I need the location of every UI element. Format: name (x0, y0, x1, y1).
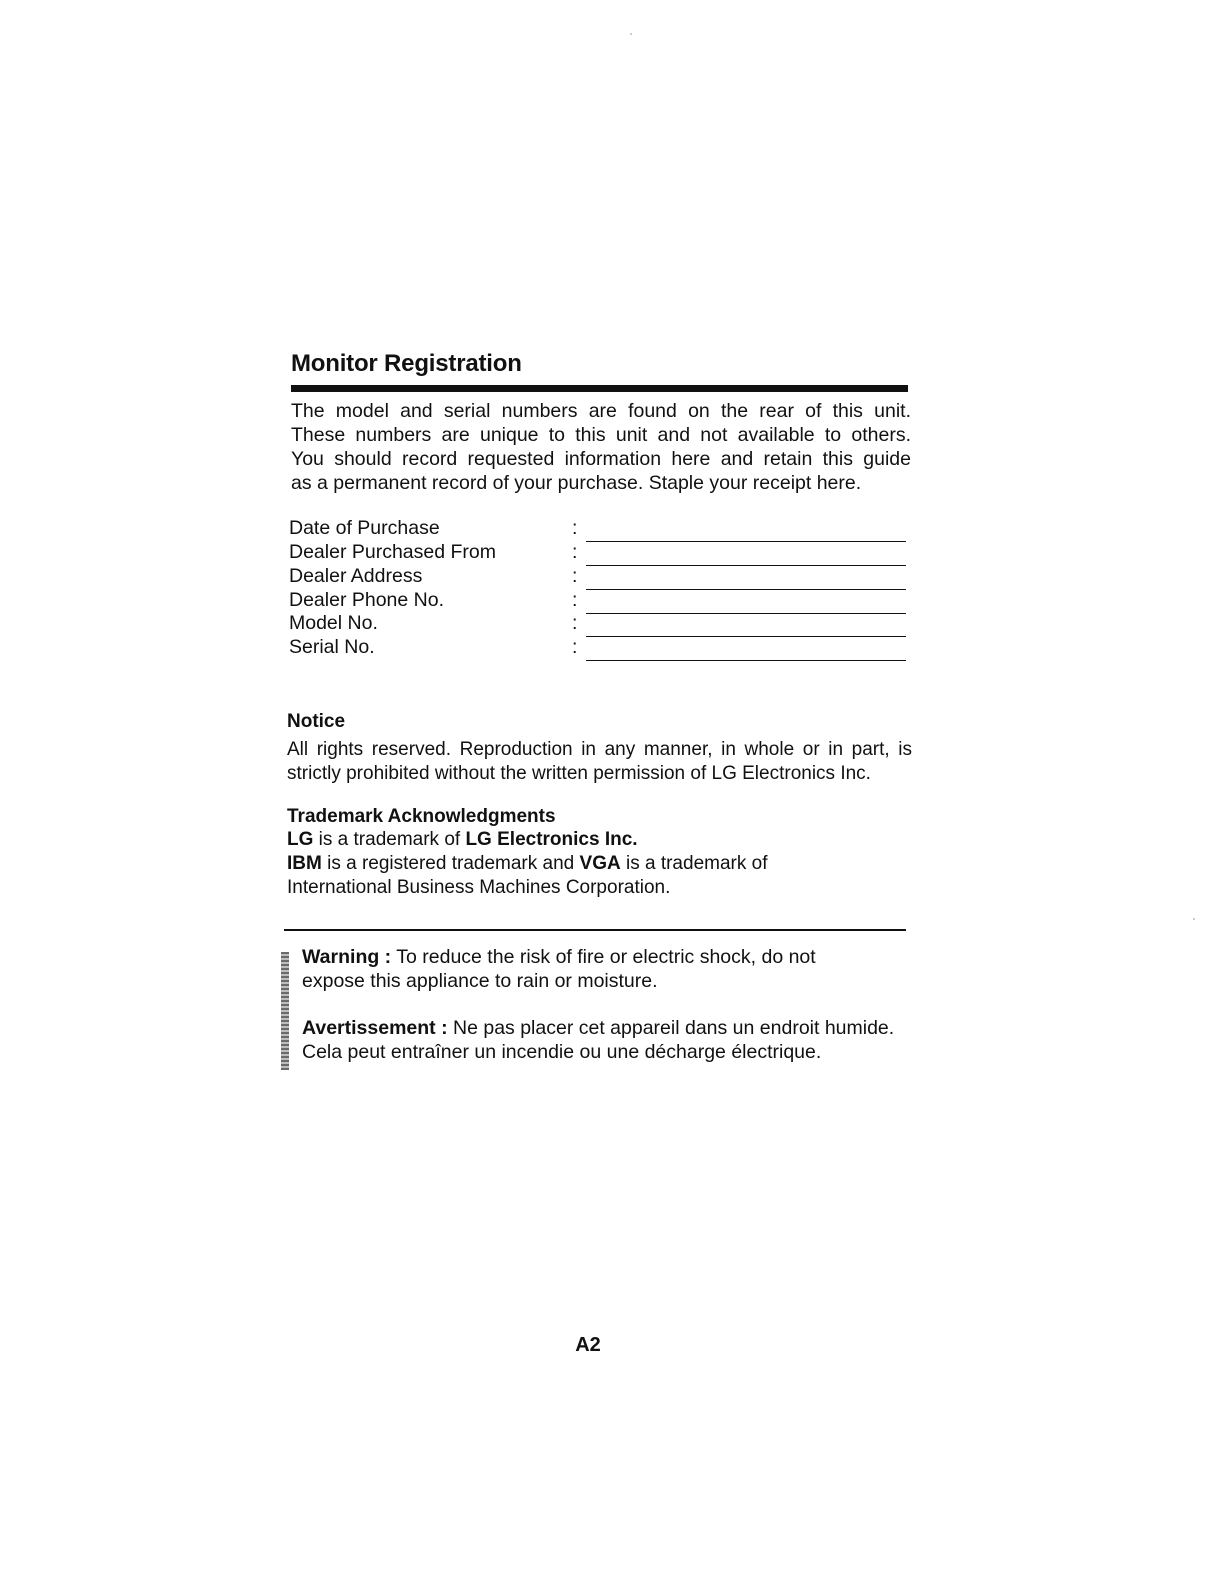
dealer-address-label: Dealer Address (289, 565, 423, 587)
avertissement-text: Ne pas placer cet appareil dans un endroit humide. (447, 1017, 895, 1039)
date-of-purchase-label: Date of Purchase (289, 517, 440, 539)
dealer-address-field[interactable] (586, 589, 906, 590)
trademark-line-ibm (287, 852, 767, 876)
dealer-phone-field[interactable] (586, 613, 906, 614)
trademark-heading: Trademark Acknowledgments (287, 806, 556, 827)
brand-lg: LG (287, 829, 314, 850)
trademark-text: is a trademark of (313, 829, 466, 850)
dealer-purchased-from-field[interactable] (586, 565, 906, 566)
model-no-field[interactable] (586, 636, 906, 637)
scan-speck (1193, 918, 1195, 920)
brand-vga: VGA (579, 853, 621, 874)
warning-side-bar (281, 952, 289, 1070)
intro-line: as a permanent record of your purchase. Staple your receipt here. (291, 472, 862, 494)
title-rule (291, 385, 908, 392)
field-colon: : (572, 517, 578, 539)
warning-fr-line1 (302, 1016, 894, 1040)
brand-ibm: IBM (287, 853, 322, 874)
field-colon: : (572, 589, 578, 611)
avertissement-label: Avertissement : (302, 1017, 448, 1039)
serial-no-field[interactable] (586, 660, 906, 661)
section-divider (284, 929, 906, 931)
notice-line: All rights reserved. Reproduction in any manner, in whole or in part, is (287, 739, 912, 760)
notice-text (287, 738, 912, 786)
warning-label: Warning : (302, 946, 392, 968)
field-colon: : (572, 565, 578, 587)
trademark-text: is a trademark of (620, 853, 768, 874)
dealer-phone-label: Dealer Phone No. (289, 589, 445, 611)
page-number (0, 1334, 1212, 1357)
warning-en-line2: expose this appliance to rain or moisture. (302, 970, 658, 992)
date-of-purchase-field[interactable] (586, 541, 906, 542)
warning-en-line1 (302, 945, 816, 969)
serial-no-label: Serial No. (289, 636, 375, 658)
page-title: Monitor Registration (291, 350, 522, 377)
trademark-line-lg (287, 828, 638, 852)
notice-line: strictly prohibited without the written permission of LG Electronics Inc. (287, 763, 871, 784)
intro-line: You should record requested information here and retain this guide (291, 448, 911, 470)
notice-heading: Notice (287, 711, 346, 732)
intro-line: The model and serial numbers are found on the rear of this unit. (291, 400, 911, 422)
intro-paragraph (291, 399, 911, 495)
field-colon: : (572, 612, 578, 634)
warning-text: To reduce the risk of fire or electric shock, do not (391, 946, 816, 968)
field-colon: : (572, 636, 578, 658)
dealer-purchased-from-label: Dealer Purchased From (289, 541, 496, 563)
scan-speck (630, 33, 632, 35)
trademark-line-owner: International Business Machines Corporation. (287, 877, 671, 898)
model-no-label: Model No. (289, 612, 378, 634)
brand-lg-electronics: LG Electronics Inc. (465, 829, 638, 850)
trademark-text: is a registered trademark and (321, 853, 580, 874)
page-number-text: A2 (575, 1334, 601, 1356)
field-colon: : (572, 541, 578, 563)
warning-fr-line2: Cela peut entraîner un incendie ou une décharge électrique. (302, 1041, 822, 1063)
intro-line: These numbers are unique to this unit and not available to others. (291, 424, 911, 446)
